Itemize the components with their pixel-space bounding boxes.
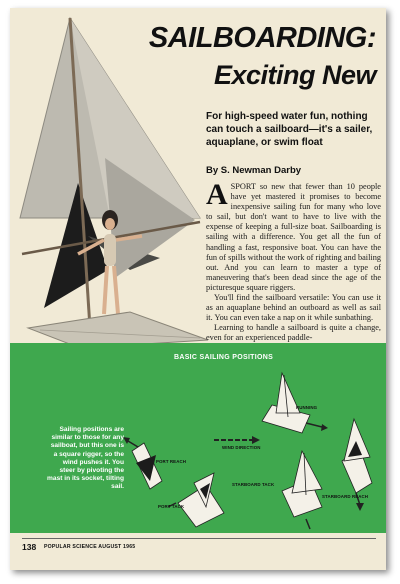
body-paragraph: Learning to handle a sailboard is quite a change, even for an experienced paddle- <box>206 323 381 343</box>
page-footer <box>22 538 376 553</box>
running-sailboard-icon <box>262 373 328 433</box>
footer-publication: POPULAR SCIENCE AUGUST 1965 <box>44 544 136 550</box>
article-title-line1: SAILBOARDING: <box>148 22 376 54</box>
label-port-reach: PORT REACH <box>156 459 187 464</box>
diagram-title: BASIC SAILING POSITIONS <box>174 354 274 361</box>
article-body <box>206 182 381 357</box>
body-paragraph <box>206 182 381 293</box>
label-starboard-reach: STARBOARD REACH <box>322 494 369 499</box>
article-byline: By S. Newman Darby <box>206 165 302 176</box>
article-deck: For high-speed water fun, nothing can touch a sailboard—it's a sailer, aquaplane, or swim float <box>206 111 373 148</box>
wind-direction-arrow-icon <box>214 436 260 444</box>
label-port-tack: PORT TACK <box>158 504 185 509</box>
port-tack-sailboard-icon <box>168 473 224 527</box>
article-title-line2: Exciting New <box>213 60 376 90</box>
diagram-caption: Sailing positions are similar to those for any sailboat, but this one is a square rigger, so the wind pushes it. You steer by pivoting the mast in its socket, tilting sail. <box>47 426 124 491</box>
page-number: 138 <box>22 542 37 552</box>
label-running: RUNNING <box>296 405 318 410</box>
body-paragraph-text: SPORT so new that fewer than 10 people have yet mastered it promises to become inexpensive sailing fun for many who love to sail, but don't want to have to live with the expense of keeping a full-size boat. Sailboarding is sailing with a difference. You get all the fun of handling a fast, responsive boat. You can have the fun of spills without the work of righting and bailing out. And you can learn to master a type of maneuvering that's been dead since the age of the picturesque square riggers. <box>206 182 381 292</box>
magazine-page <box>10 8 386 570</box>
label-starboard-tack: STARBOARD TACK <box>232 482 275 487</box>
drop-cap: A <box>206 182 228 211</box>
starboard-tack-sailboard-icon <box>282 451 322 529</box>
label-wind-direction: WIND DIRECTION <box>222 445 261 450</box>
body-paragraph: You'll find the sailboard versatile: You can use it as an aquaplane behind an outboard as well as sail it. You can even take a nap on it while sunbathing. <box>206 293 381 323</box>
